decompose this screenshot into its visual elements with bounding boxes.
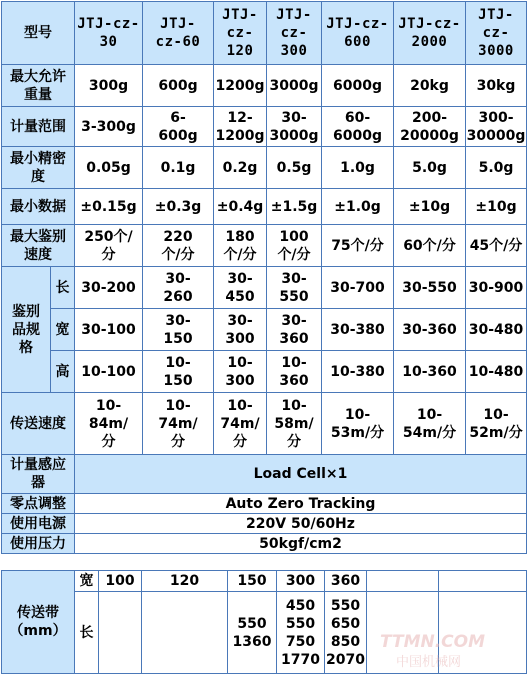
spec-length-cell: 30-900 [466, 267, 527, 309]
max-weight-cell: 30kg [466, 65, 527, 107]
conveyor-speed-cell: 10- 74m/ 分 [143, 393, 214, 455]
spec-length-cell: 30- 450 [214, 267, 267, 309]
precision-cell: 5.0g [394, 147, 466, 189]
max-weight-cell: 1200g [214, 65, 267, 107]
spec-width-cell: 30-100 [75, 309, 143, 351]
range-label: 计量范围 [2, 107, 75, 147]
pressure-label: 使用压力 [2, 534, 75, 554]
speed-cell: 75个/分 [322, 225, 394, 267]
spec-width-cell: 30-360 [394, 309, 466, 351]
spec-width-cell: 30- 300 [214, 309, 267, 351]
min-data-cell: ±10g [394, 189, 466, 225]
spec-length-label: 长 [51, 267, 75, 309]
precision-cell: 0.5g [267, 147, 322, 189]
model-label: 型号 [2, 2, 75, 65]
spec-width-label: 宽 [51, 309, 75, 351]
belt-label: 传送带 （mm） [2, 571, 75, 674]
range-cell: 30- 3000g [267, 107, 322, 147]
speed-cell: 45个/分 [466, 225, 527, 267]
row-pressure [2, 534, 527, 554]
model-3000: JTJ-cz- 3000 [466, 2, 527, 65]
spec-height-cell: 10-100 [75, 351, 143, 393]
spec-height-cell: 10- 150 [143, 351, 214, 393]
conveyor-speed-cell: 10- 54m/分 [394, 393, 466, 455]
row-spec-height [2, 351, 527, 393]
conveyor-speed-cell: 10- 52m/分 [466, 393, 527, 455]
min-data-label: 最小数据 [2, 189, 75, 225]
power-value: 220V 50/60Hz [75, 514, 527, 534]
watermark-text: TTMN.COM [380, 632, 486, 652]
belt-length-cell [99, 592, 142, 674]
spec-length-cell: 30- 260 [143, 267, 214, 309]
max-weight-cell: 6000g [322, 65, 394, 107]
spec-length-cell: 30- 550 [267, 267, 322, 309]
spec-label: 鉴别 品规 格 [2, 267, 51, 393]
spec-width-cell: 30- 150 [143, 309, 214, 351]
min-data-cell: ±0.3g [143, 189, 214, 225]
model-300: JTJ- cz- 300 [267, 2, 322, 65]
belt-width-cell: 100 [99, 571, 142, 592]
max-weight-label: 最大允许 重量 [2, 65, 75, 107]
row-power [2, 514, 527, 534]
range-cell: 6- 600g [143, 107, 214, 147]
row-spec-length [2, 267, 527, 309]
zero-label: 零点调整 [2, 494, 75, 514]
spec-table [1, 1, 527, 554]
precision-cell: 0.1g [143, 147, 214, 189]
belt-table [1, 570, 527, 674]
model-600: JTJ-cz- 600 [322, 2, 394, 65]
min-data-cell: ±1.5g [267, 189, 322, 225]
spec-length-cell: 30-550 [394, 267, 466, 309]
range-cell: 60- 6000g [322, 107, 394, 147]
row-sensor [2, 455, 527, 494]
sensor-value: Load Cell×1 [75, 455, 527, 494]
min-data-cell: ±0.4g [214, 189, 267, 225]
spec-width-cell: 30-380 [322, 309, 394, 351]
range-cell: 200- 20000g [394, 107, 466, 147]
model-30: JTJ-cz- 30 [75, 2, 143, 65]
row-zero [2, 494, 527, 514]
row-max-weight [2, 65, 527, 107]
belt-length-cell: 550 650 850 2070 [325, 592, 367, 674]
spec-width-cell: 30-480 [466, 309, 527, 351]
max-weight-cell: 20kg [394, 65, 466, 107]
spec-height-cell: 10-380 [322, 351, 394, 393]
belt-width-cell: 120 [142, 571, 228, 592]
range-cell: 12- 1200g [214, 107, 267, 147]
belt-empty-cell [439, 592, 527, 674]
min-data-cell: ±0.15g [75, 189, 143, 225]
precision-cell: 5.0g [466, 147, 527, 189]
precision-cell: 0.05g [75, 147, 143, 189]
spec-width-cell: 30- 360 [267, 309, 322, 351]
range-cell: 300- 30000g [466, 107, 527, 147]
spec-height-cell: 10- 300 [214, 351, 267, 393]
model-60: JTJ- cz-60 [143, 2, 214, 65]
belt-width-row [2, 571, 527, 592]
belt-width-label: 宽 [75, 571, 99, 592]
spec-length-cell: 30-200 [75, 267, 143, 309]
model-120: JTJ- cz- 120 [214, 2, 267, 65]
conveyor-speed-label: 传送速度 [2, 393, 75, 455]
spec-height-label: 高 [51, 351, 75, 393]
zero-value: Auto Zero Tracking [75, 494, 527, 514]
precision-cell: 1.0g [322, 147, 394, 189]
watermark-subtext: 中国机械网 [396, 655, 462, 670]
pressure-value: 50kgf/cm2 [75, 534, 527, 554]
conveyor-speed-cell: 10- 74m/ 分 [214, 393, 267, 455]
conveyor-speed-cell: 10- 53m/分 [322, 393, 394, 455]
row-speed [2, 225, 527, 267]
min-data-cell: ±10g [466, 189, 527, 225]
belt-length-cell: 550 1360 [228, 592, 277, 674]
precision-label: 最小精密 度 [2, 147, 75, 189]
spec-length-cell: 30-700 [322, 267, 394, 309]
spec-height-cell: 10-480 [466, 351, 527, 393]
model-2000: JTJ-cz- 2000 [394, 2, 466, 65]
belt-length-label: 长 [75, 592, 99, 674]
belt-length-cell: 450 550 750 1770 [277, 592, 325, 674]
sensor-label: 计量感应 器 [2, 455, 75, 494]
spec-height-cell: 10-360 [394, 351, 466, 393]
belt-empty-cell [439, 571, 527, 592]
speed-cell: 60个/分 [394, 225, 466, 267]
max-weight-cell: 300g [75, 65, 143, 107]
speed-cell: 220 个/分 [143, 225, 214, 267]
speed-cell: 250个/ 分 [75, 225, 143, 267]
range-cell: 3-300g [75, 107, 143, 147]
conveyor-speed-cell: 10- 58m/ 分 [267, 393, 322, 455]
spec-height-cell: 10- 360 [267, 351, 322, 393]
speed-cell: 180 个/分 [214, 225, 267, 267]
max-weight-cell: 3000g [267, 65, 322, 107]
min-data-cell: ±1.0g [322, 189, 394, 225]
row-spec-width [2, 309, 527, 351]
belt-length-row [2, 592, 527, 674]
row-conveyor-speed [2, 393, 527, 455]
belt-empty-cell [367, 571, 439, 592]
row-min-data [2, 189, 527, 225]
conveyor-speed-cell: 10- 84m/ 分 [75, 393, 143, 455]
max-weight-cell: 600g [143, 65, 214, 107]
speed-label: 最大鉴别 速度 [2, 225, 75, 267]
belt-width-cell: 360 [325, 571, 367, 592]
belt-length-cell [142, 592, 228, 674]
speed-cell: 100 个/分 [267, 225, 322, 267]
header-row [2, 2, 527, 65]
belt-empty-cell [367, 592, 439, 674]
precision-cell: 0.2g [214, 147, 267, 189]
belt-width-cell: 300 [277, 571, 325, 592]
row-precision [2, 147, 527, 189]
belt-width-cell: 150 [228, 571, 277, 592]
row-range [2, 107, 527, 147]
power-label: 使用电源 [2, 514, 75, 534]
